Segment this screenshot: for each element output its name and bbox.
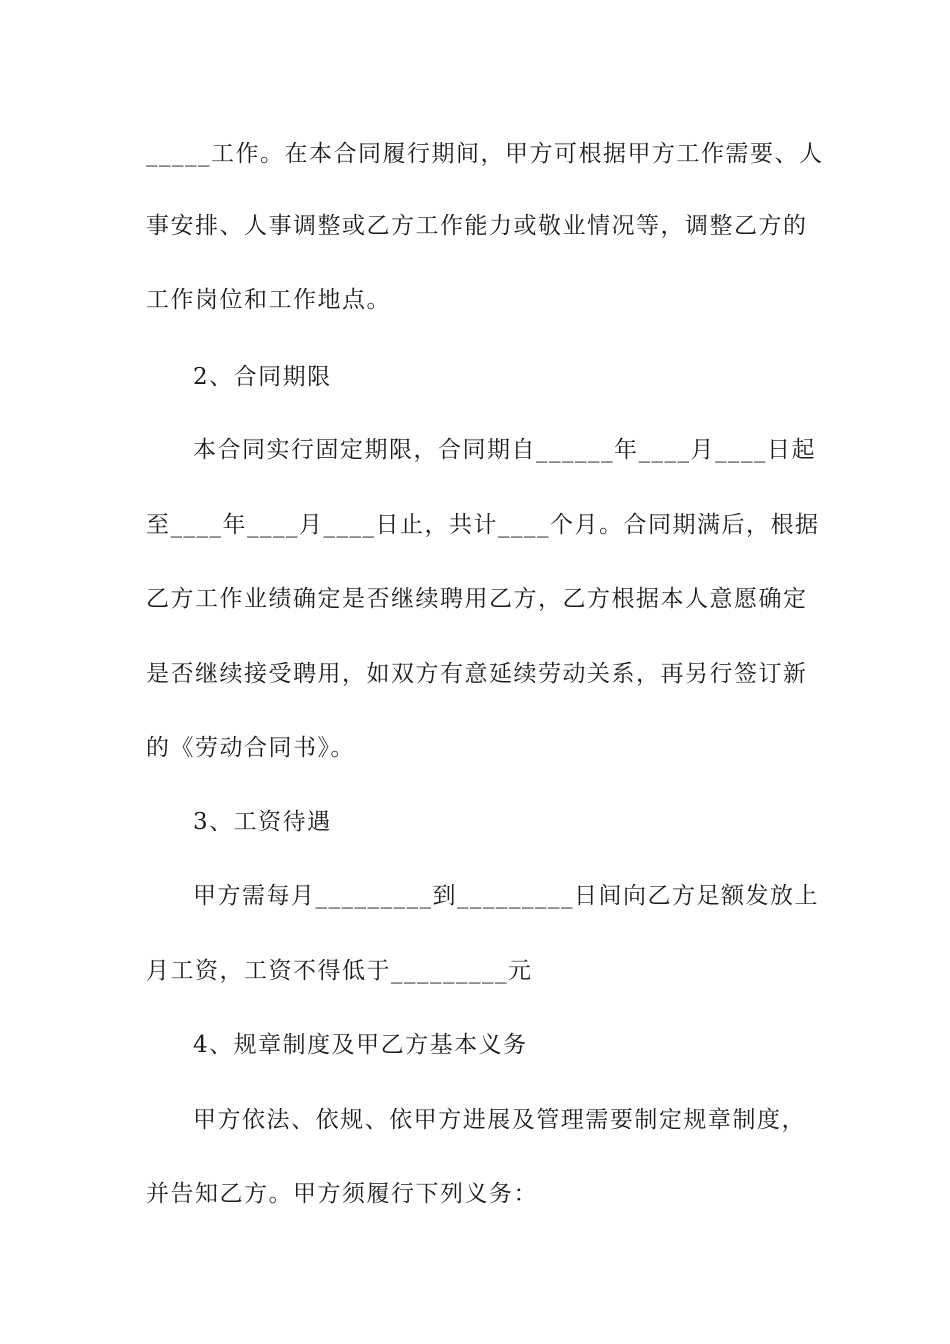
- paragraph-line: 甲方依法、依规、依甲方进展及管理需要制定规章制度，: [193, 1107, 806, 1133]
- paragraph-line: 至____年____月____日止，共计____个月。合同期满后，根据: [146, 512, 820, 538]
- paragraph-line: 是否继续接受聘用，如双方有意延续劳动关系，再另行签订新: [146, 661, 808, 687]
- section-heading: 4、规章制度及甲乙方基本义务: [193, 1032, 528, 1058]
- paragraph-line: 事安排、人事调整或乙方工作能力或敬业情况等，调整乙方的: [146, 213, 808, 239]
- paragraph-line: 甲方需每月_________到_________日间向乙方足额发放上: [193, 883, 819, 909]
- paragraph-line: 本合同实行固定期限，合同期自______年____月____日起: [193, 437, 816, 463]
- paragraph-line: 并告知乙方。甲方须履行下列义务：: [146, 1181, 538, 1207]
- section-heading: 3、工资待遇: [193, 809, 332, 835]
- section-heading: 2、合同期限: [193, 364, 332, 390]
- paragraph-line: 的《劳动合同书》。: [146, 735, 355, 761]
- paragraph-line: 乙方工作业绩确定是否继续聘用乙方，乙方根据本人意愿确定: [146, 586, 808, 612]
- paragraph-line: _____工作。在本合同履行期间，甲方可根据甲方工作需要、人: [146, 141, 824, 167]
- paragraph-line: 工作岗位和工作地点。: [146, 287, 391, 313]
- paragraph-line: 月工资，工资不得低于_________元: [146, 958, 533, 984]
